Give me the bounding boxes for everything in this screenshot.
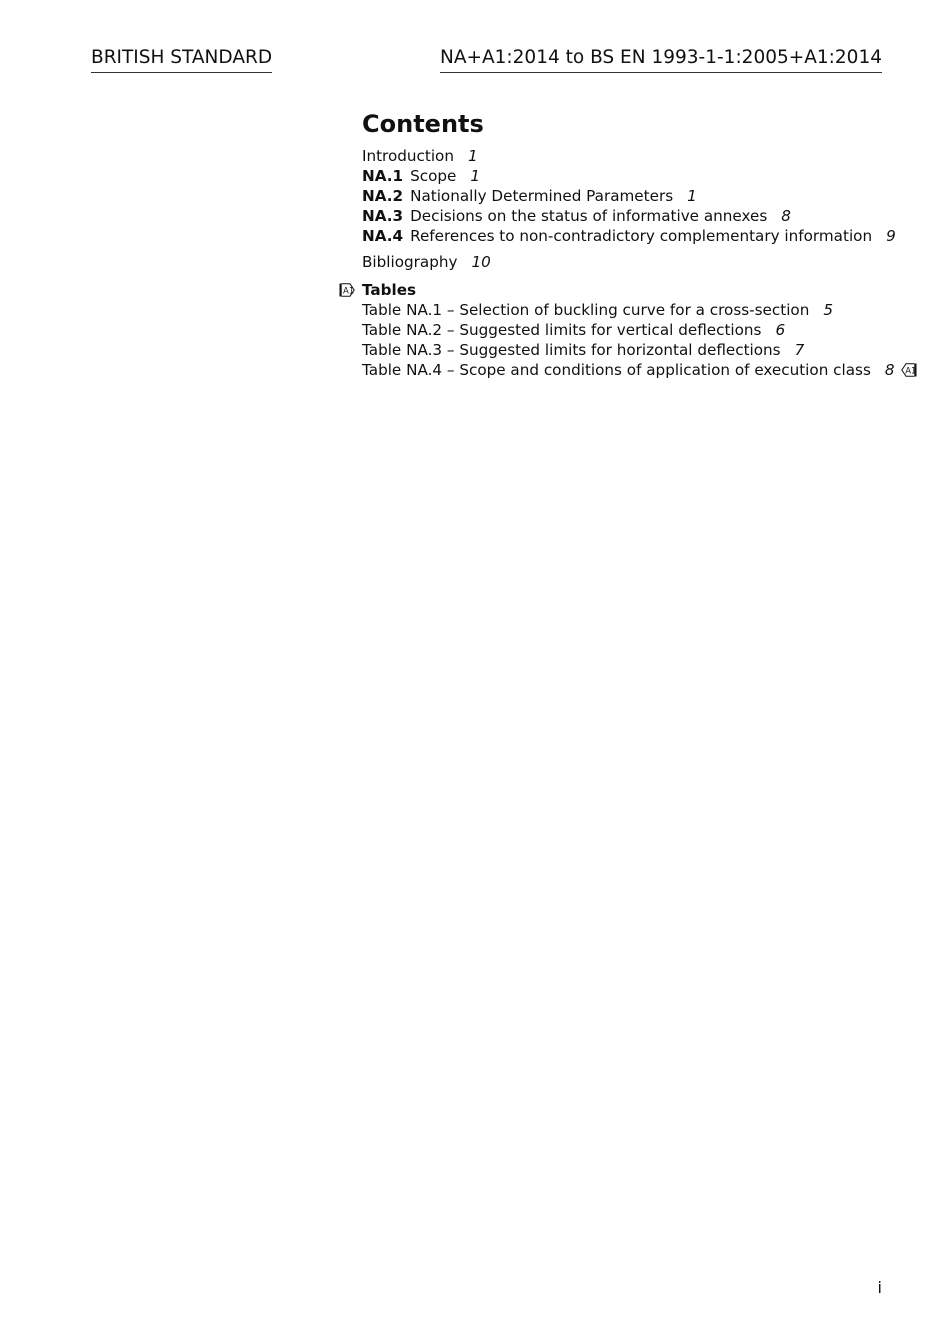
toc-entry-page: 1 <box>467 147 478 165</box>
toc-entry-na4[interactable] <box>362 226 942 246</box>
page-number: i <box>877 1278 882 1297</box>
svg-text:A1: A1 <box>343 286 355 297</box>
toc-entry-na3[interactable] <box>362 206 942 226</box>
toc-entry-page: 6 <box>775 321 786 339</box>
amendment-end-marker-icon <box>901 362 917 376</box>
toc-table-entry-na4[interactable] <box>362 360 942 380</box>
toc-entry-number: NA.4 <box>362 227 404 245</box>
toc-entry-page: 1 <box>687 187 697 205</box>
toc-entry-page: 1 <box>470 167 481 185</box>
svg-text:A1: A1 <box>904 366 916 377</box>
toc-entry-label: Table NA.2 – Suggested limits for vertical deflections <box>362 321 762 339</box>
toc-entry-label: Introduction <box>362 147 454 165</box>
toc-entry-page: 9 <box>886 227 896 245</box>
toc-entry-page: 8 <box>781 207 791 225</box>
toc-entry-number: NA.3 <box>362 207 404 225</box>
toc-entry-label: Nationally Determined Parameters <box>410 187 674 205</box>
toc-entry-label: Bibliography <box>362 253 458 271</box>
toc-entry-label: Table NA.4 – Scope and conditions of application of execution class <box>362 361 871 379</box>
toc-entry-label: Decisions on the status of informative annexes <box>410 207 768 225</box>
header-standard-label: BRITISH STANDARD <box>91 46 272 73</box>
toc-entry-label: Table NA.3 – Suggested limits for horizontal deflections <box>362 341 781 359</box>
toc-entry-label: Scope <box>410 167 457 185</box>
toc-table-entry-na3[interactable] <box>362 340 942 360</box>
contents-title: Contents <box>362 110 484 138</box>
toc-entry-na1[interactable] <box>362 166 942 186</box>
toc-entry-label: References to non-contradictory complementary information <box>410 227 873 245</box>
toc-entry-page: 10 <box>471 253 491 271</box>
table-of-contents <box>343 108 942 380</box>
toc-entry-label: Table NA.1 – Selection of buckling curve for a cross-section <box>362 301 810 319</box>
toc-entry-number: NA.1 <box>362 167 404 185</box>
toc-entry-number: NA.2 <box>362 187 404 205</box>
toc-entry-page: 7 <box>794 341 805 359</box>
toc-entry-page: 5 <box>823 301 834 319</box>
toc-table-entry-na2[interactable] <box>362 320 942 340</box>
toc-entry-na2[interactable] <box>362 186 942 206</box>
toc-entry-bibliography[interactable] <box>362 252 942 272</box>
toc-table-entry-na1[interactable] <box>362 300 942 320</box>
amendment-start-marker-icon <box>339 283 355 297</box>
tables-heading-row <box>343 280 942 300</box>
header-document-number: NA+A1:2014 to BS EN 1993-1-1:2005+A1:2014 <box>440 46 882 73</box>
tables-heading: Tables <box>362 281 417 299</box>
toc-entry-page: 8 <box>884 361 895 379</box>
toc-entry-introduction[interactable] <box>362 146 942 166</box>
